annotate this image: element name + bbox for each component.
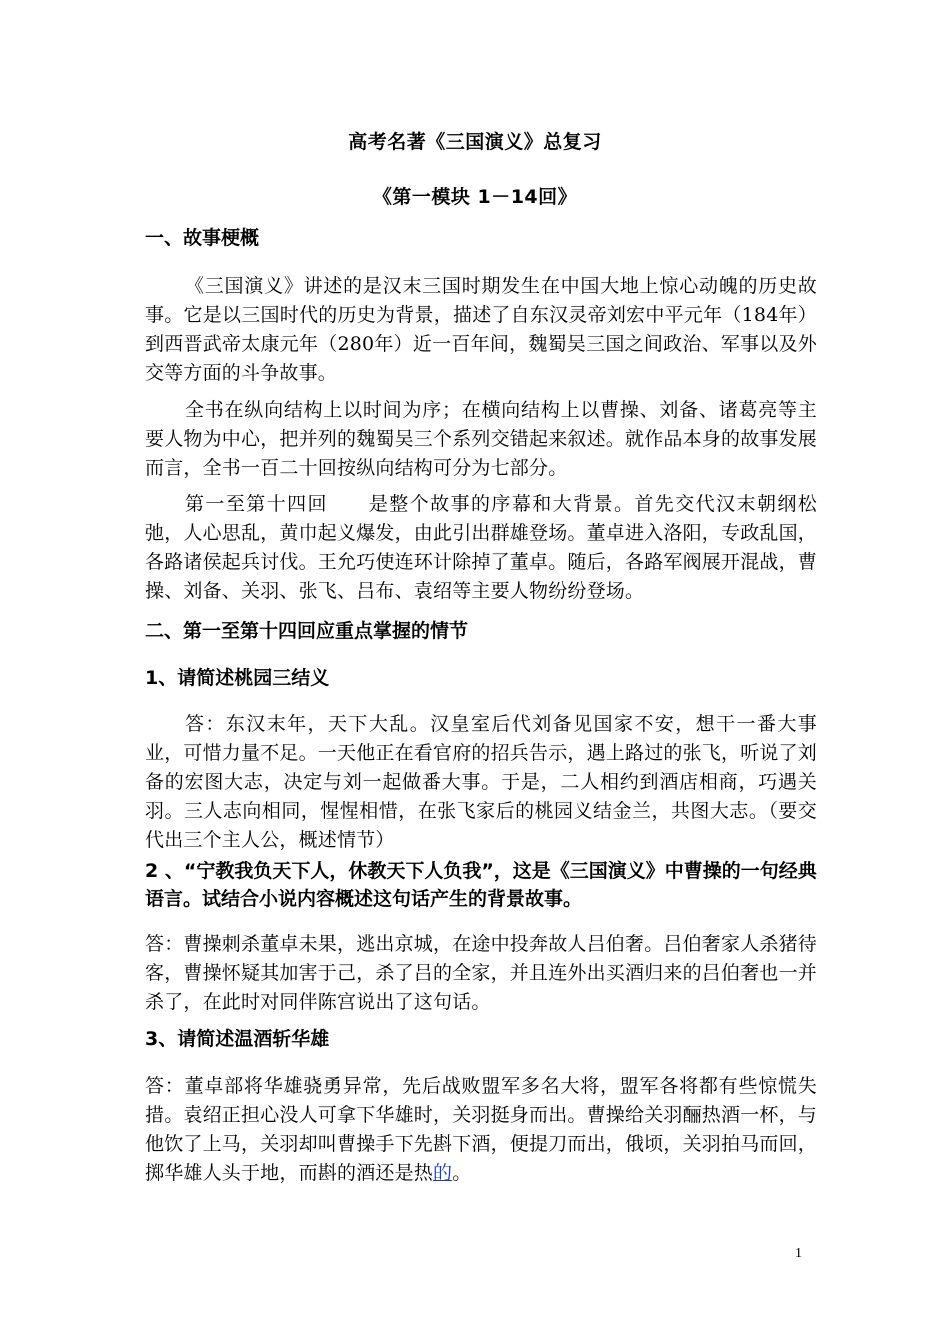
paragraph-summary-3: 第一至第十四回 是整个故事的序幕和大背景。首先交代汉末朝纲松弛，人心思乱，黄巾起义爆发，由此引出群雄登场。董卓进入洛阳，专政乱国，各路诸侯起兵讨伐。王允巧使连环计除掉了董卓。随后，各路军阀展开混战，曹操、刘备、关羽、张飞、吕布、袁绍等主要人物纷纷登场。 [145,493,818,602]
section-heading-plots: 二、第一至第十四回应重点掌握的情节 [145,620,469,642]
paragraph-summary-1: 《三国演义》讲述的是汉末三国时期发生在中国大地上惊心动魄的历史故事。它是以三国时代的历史为背景，描述了自东汉灵帝刘宏中平元年（184年）到西晋武帝太康元年（280年）近一百年间，魏蜀吴三国之间政治、军事以及外交等方面的斗争故事。 [145,275,817,384]
answer-paragraph-3 [145,1072,817,1188]
page-number: 1 [795,1246,802,1261]
answer-paragraph-2: 答：曹操刺杀董卓未果，逃出京城，在途中投奔故人吕伯奢。吕伯奢家人杀猪待客，曹操怀疑其加害于己，杀了吕的全家，并且连外出买酒归来的吕伯奢也一并杀了，在此时对同伴陈宫说出了这句话。 [145,933,818,1013]
section-heading-summary: 一、故事梗概 [145,227,260,249]
answer-text-3: 答：董卓部将华雄骁勇异常，先后战败盟军多名大将，盟军各将都有些惊慌失措。袁绍正担心没人可拿下华雄时，关羽挺身而出。曹操给关羽酾热酒一杯，与他饮了上马，关羽却叫曹操手下先斟下酒，便提刀而出，俄顷，关羽拍马而回，掷华雄人头于地，而斟的酒还是热 [145,1075,818,1184]
document-title: 高考名著《三国演义》总复习 [348,131,602,153]
document-subtitle: 《第一模块 1－14回》 [372,186,578,208]
answer-paragraph-1: 答：东汉末年，天下大乱。汉皇室后代刘备见国家不安，想干一番大事业，可惜力量不足。一天他正在看官府的招兵告示，遇上路过的张飞，听说了刘备的宏图大志，决定与刘一起做番大事。于是，二人相约到酒店相商，巧遇关羽。三人志向相同，惺惺相惜，在张飞家后的桃园义结金兰，共图大志。（要交代出三个主人公，概述情节） [145,713,818,851]
paragraph-summary-2: 全书在纵向结构上以时间为序；在横向结构上以曹操、刘备、诸葛亮等主要人物为中心，把并列的魏蜀吴三个系列交错起来叙述。就作品本身的故事发展而言，全书一百二十回按纵向结构可分为七部分。 [145,399,818,479]
question-heading-3: 3、请简述温酒斩华雄 [145,1028,330,1050]
question-heading-1: 1、请简述桃园三结义 [145,667,330,689]
question-heading-2: 2 、“宁教我负天下人，休教天下人负我”，这是《三国演义》中曹操的一句经典语言。试结合小说内容概述这句话产生的背景故事。 [145,860,817,910]
answer-end-3: 。 [452,1162,472,1184]
answer-link[interactable]: 的 [433,1162,453,1184]
